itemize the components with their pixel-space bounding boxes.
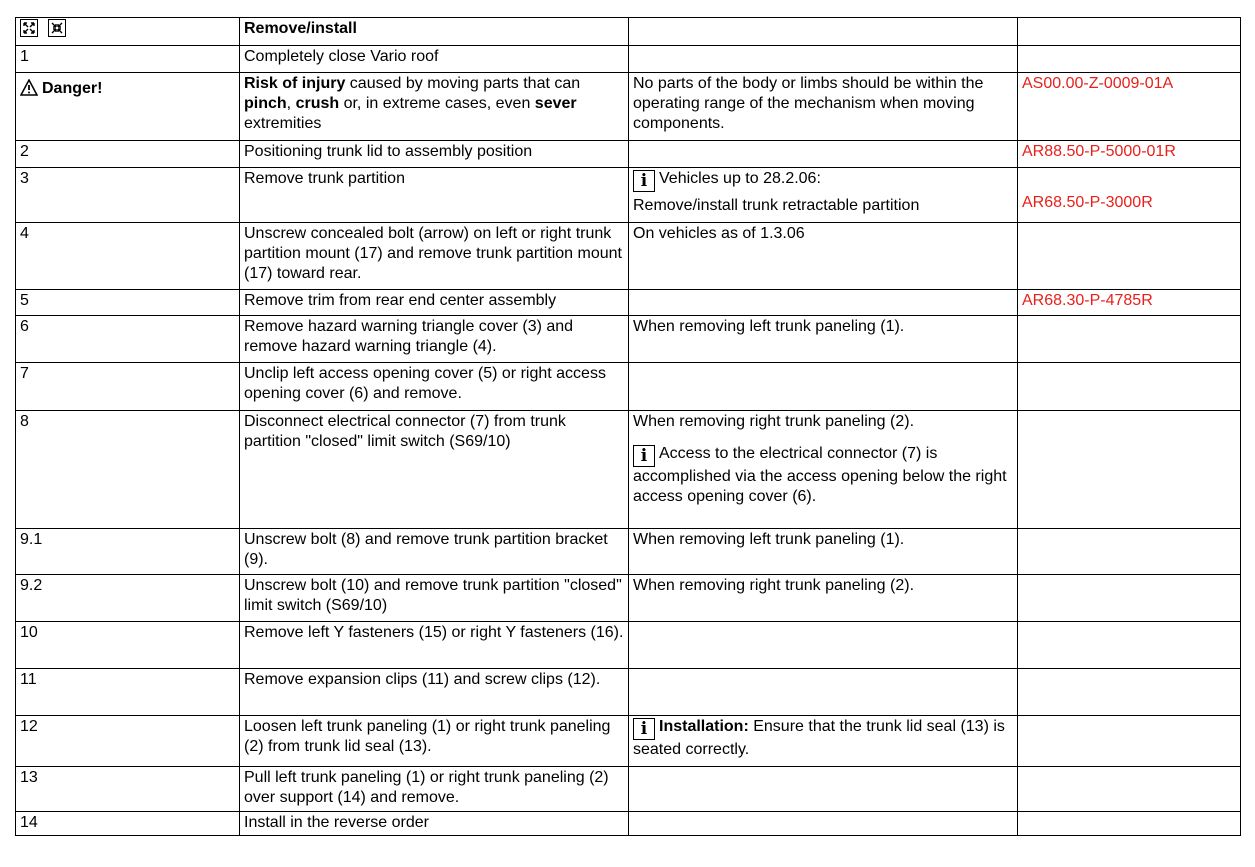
step-reference[interactable] <box>1018 716 1241 767</box>
info-icon: i <box>633 718 655 740</box>
step-number: 14 <box>16 812 240 836</box>
warning-triangle-icon <box>20 79 38 102</box>
step-action: Pull left trunk paneling (1) or right trunk paneling (2) over support (14) and remove. <box>240 767 629 812</box>
step-reference[interactable] <box>1018 812 1241 836</box>
expand-icon[interactable] <box>20 19 38 37</box>
table-row <box>16 363 1241 411</box>
table-row <box>16 812 1241 836</box>
step-number: 9.2 <box>16 575 240 622</box>
step-reference[interactable]: AR88.50-P-5000-01R <box>1018 141 1241 168</box>
step-number: 2 <box>16 141 240 168</box>
step-note <box>629 46 1018 73</box>
step-note: i Vehicles up to 28.2.06: Remove/install trunk retractable partition <box>629 168 1018 223</box>
danger-row <box>16 73 1241 141</box>
table-row <box>16 168 1241 223</box>
step-action: Remove trunk partition <box>240 168 629 223</box>
step-note <box>629 363 1018 411</box>
step-action: Remove expansion clips (11) and screw clips (12). <box>240 669 629 716</box>
step-action: Unscrew bolt (10) and remove trunk partition "closed" limit switch (S69/10) <box>240 575 629 622</box>
step-number: 6 <box>16 316 240 363</box>
info-icon: i <box>633 445 655 467</box>
step-action: Unclip left access opening cover (5) or right access opening cover (6) and remove. <box>240 363 629 411</box>
step-number: 1 <box>16 46 240 73</box>
header-title: Remove/install <box>240 18 629 46</box>
step-number: 8 <box>16 411 240 529</box>
step-reference[interactable] <box>1018 316 1241 363</box>
step-number: 4 <box>16 223 240 290</box>
step-note <box>629 290 1018 316</box>
step-reference[interactable] <box>1018 529 1241 575</box>
step-action: Disconnect electrical connector (7) from trunk partition "closed" limit switch (S69/10) <box>240 411 629 529</box>
step-number: 13 <box>16 767 240 812</box>
table-row <box>16 767 1241 812</box>
header-empty-ref <box>1018 18 1241 46</box>
step-action: Completely close Vario roof <box>240 46 629 73</box>
collapse-icon[interactable] <box>48 19 66 37</box>
step-action: Remove hazard warning triangle cover (3) and remove hazard warning triangle (4). <box>240 316 629 363</box>
step-reference[interactable] <box>1018 575 1241 622</box>
danger-label-cell <box>16 73 240 141</box>
table-row <box>16 46 1241 73</box>
step-note <box>629 767 1018 812</box>
step-reference[interactable] <box>1018 669 1241 716</box>
danger-reference[interactable]: AS00.00-Z-0009-01A <box>1018 73 1241 141</box>
step-number: 3 <box>16 168 240 223</box>
table-row <box>16 223 1241 290</box>
header-empty-note <box>629 18 1018 46</box>
step-reference[interactable] <box>1018 767 1241 812</box>
step-note <box>629 812 1018 836</box>
table-row <box>16 622 1241 669</box>
table-row <box>16 716 1241 767</box>
step-action: Positioning trunk lid to assembly position <box>240 141 629 168</box>
step-reference[interactable] <box>1018 622 1241 669</box>
step-note: i Installation: Ensure that the trunk lid seal (13) is seated correctly. <box>629 716 1018 767</box>
step-action: Remove trim from rear end center assembly <box>240 290 629 316</box>
step-number: 10 <box>16 622 240 669</box>
step-note: When removing left trunk paneling (1). <box>629 529 1018 575</box>
step-reference[interactable] <box>1018 223 1241 290</box>
step-reference[interactable]: AR68.50-P-3000R <box>1018 168 1241 223</box>
step-number: 7 <box>16 363 240 411</box>
danger-text: Risk of injury caused by moving parts that can pinch, crush or, in extreme cases, even sever extremities <box>240 73 629 141</box>
step-note <box>629 622 1018 669</box>
procedure-table <box>15 17 1241 836</box>
table-row <box>16 669 1241 716</box>
step-reference[interactable] <box>1018 363 1241 411</box>
table-row <box>16 411 1241 529</box>
step-number: 11 <box>16 669 240 716</box>
step-reference[interactable]: AR68.30-P-4785R <box>1018 290 1241 316</box>
table-row <box>16 529 1241 575</box>
step-note <box>629 669 1018 716</box>
info-icon: i <box>633 170 655 192</box>
step-number: 9.1 <box>16 529 240 575</box>
step-action: Unscrew concealed bolt (arrow) on left or right trunk partition mount (17) and remove trunk partition mount (17) toward rear. <box>240 223 629 290</box>
step-action: Loosen left trunk paneling (1) or right trunk paneling (2) from trunk lid seal (13). <box>240 716 629 767</box>
step-reference[interactable] <box>1018 46 1241 73</box>
step-action: Remove left Y fasteners (15) or right Y fasteners (16). <box>240 622 629 669</box>
header-row <box>16 18 1241 46</box>
step-action: Unscrew bolt (8) and remove trunk partition bracket (9). <box>240 529 629 575</box>
step-note <box>629 141 1018 168</box>
step-number: 12 <box>16 716 240 767</box>
step-note: When removing left trunk paneling (1). <box>629 316 1018 363</box>
table-row <box>16 316 1241 363</box>
step-reference[interactable] <box>1018 411 1241 529</box>
step-note: When removing right trunk paneling (2). i Access to the electrical connector (7) is accomplished via the access opening below the right access opening cover (6). <box>629 411 1018 529</box>
table-row <box>16 290 1241 316</box>
danger-note: No parts of the body or limbs should be within the operating range of the mechanism when moving components. <box>629 73 1018 141</box>
header-icons-cell <box>16 18 240 46</box>
step-action: Install in the reverse order <box>240 812 629 836</box>
step-note: On vehicles as of 1.3.06 <box>629 223 1018 290</box>
step-note: When removing right trunk paneling (2). <box>629 575 1018 622</box>
table-row <box>16 575 1241 622</box>
table-row <box>16 141 1241 168</box>
step-number: 5 <box>16 290 240 316</box>
danger-label: Danger! <box>42 80 103 97</box>
